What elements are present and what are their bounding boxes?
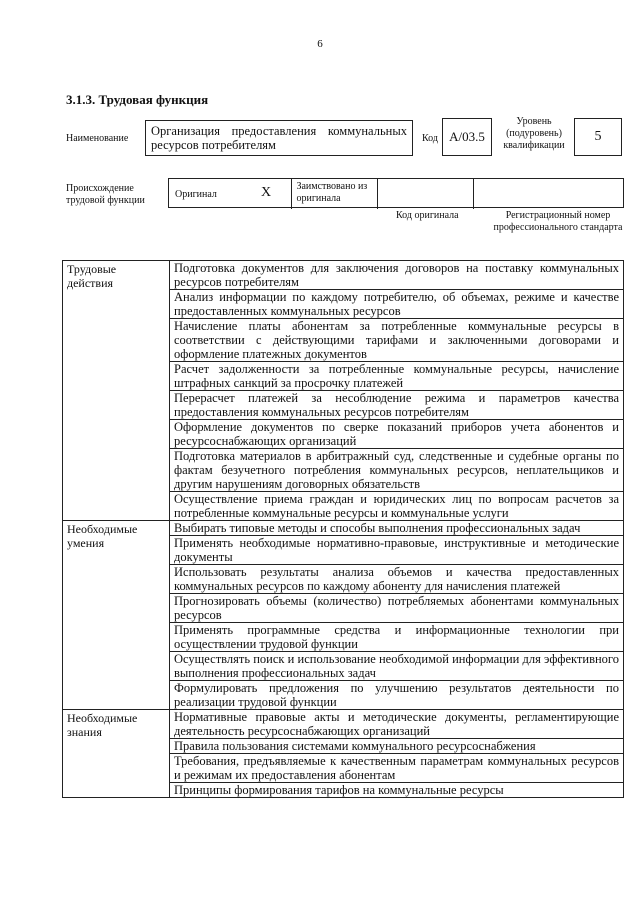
item-cell: Подготовка материалов в арбитражный суд, следственные и судебные органы по фактам безучетного потребления коммунальных ресурсов, неплательщиков и другим нарушениям договорных обязательств: [170, 449, 624, 492]
section-title: 3.1.3. Трудовая функция: [66, 92, 209, 107]
code-label: Код: [422, 133, 438, 144]
item-cell: Осуществление приема граждан и юридических лиц по вопросам расчетов за потребленные коммунальные ресурсы и коммунальные услуги: [170, 492, 624, 521]
item-cell: Нормативные правовые акты и методические документы, регламентирующие деятельность ресурсоснабжающих организаций: [170, 710, 624, 739]
item-cell: Использовать результаты анализа объемов и качества предоставленных коммунальных ресурсов по каждому абоненту для начисления платежей: [170, 565, 624, 594]
item-cell: Перерасчет платежей за несоблюдение режима и параметров качества предоставления коммунальных ресурсов потребителям: [170, 391, 624, 420]
labor-function-table: [62, 260, 624, 798]
table-row: [63, 710, 624, 739]
origin-label: Происхождение трудовой функции: [66, 183, 145, 206]
item-cell: Формулировать предложения по улучшению результатов деятельности по реализации трудовой функции: [170, 681, 624, 710]
borrowed-label: Заимствовано из оригинала: [296, 181, 368, 204]
level-value: 5: [594, 129, 602, 144]
category-cell: Необходимые умения: [63, 521, 170, 710]
category-cell: Трудовые действия: [63, 261, 170, 521]
item-cell: Оформление документов по сверке показаний приборов учета абонентов и ресурсоснабжающих организаций: [170, 420, 624, 449]
item-cell: Подготовка документов для заключения договоров на поставку коммунальных ресурсов потребителям: [170, 261, 624, 290]
item-cell: Расчет задолженности за потребленные коммунальные ресурсы, начисление штрафных санкций за просрочку платежей: [170, 362, 624, 391]
reg-number-caption: Регистрационный номер профессионального стандарта: [493, 210, 623, 233]
item-cell: Прогнозировать объемы (количество) потребляемых абонентами коммунальных ресурсов: [170, 594, 624, 623]
table-row: [63, 521, 624, 536]
page-number: 6: [317, 38, 323, 50]
origin-table: [168, 178, 624, 208]
code-value: А/03.5: [449, 129, 485, 144]
level-label: Уровень (подуровень) квалификации: [503, 116, 565, 151]
item-cell: Применять программные средства и информационные технологии при осуществлении трудовой функции: [170, 623, 624, 652]
item-cell: Правила пользования системами коммунального ресурсоснабжения: [170, 739, 624, 754]
item-cell: Начисление платы абонентам за потребленные коммунальные ресурсы в соответствии с действующими тарифами и заключенными договорами и оформление платежных документов: [170, 319, 624, 362]
name-value: Организация предоставления коммунальных ресурсов потребителям: [151, 124, 407, 152]
level-value-box: [574, 118, 622, 156]
name-label: Наименование: [66, 133, 129, 144]
category-cell: Необходимые знания: [63, 710, 170, 798]
item-cell: Анализ информации по каждому потребителю, об объемах, режиме и качестве предоставленных коммунальных ресурсов: [170, 290, 624, 319]
table-row: [63, 261, 624, 290]
item-cell: Применять необходимые нормативно-правовые, инструктивные и методические документы: [170, 536, 624, 565]
original-cell: [169, 179, 292, 209]
original-code-caption: Код оригинала: [396, 210, 459, 221]
original-code-cell: [378, 179, 474, 209]
original-label: Оригинал: [175, 188, 217, 200]
item-cell: Выбирать типовые методы и способы выполнения профессиональных задач: [170, 521, 624, 536]
item-cell: Принципы формирования тарифов на коммунальные ресурсы: [170, 783, 624, 798]
original-mark: X: [261, 185, 272, 200]
item-cell: Требования, предъявляемые к качественным параметрам коммунальных ресурсов и режимам их предоставления абонентам: [170, 754, 624, 783]
item-cell: Осуществлять поиск и использование необходимой информации для эффективного выполнения профессиональных задач: [170, 652, 624, 681]
borrowed-cell: [292, 179, 378, 209]
code-value-box: [442, 118, 492, 156]
reg-number-cell: [474, 179, 623, 209]
name-value-box: [145, 120, 413, 156]
